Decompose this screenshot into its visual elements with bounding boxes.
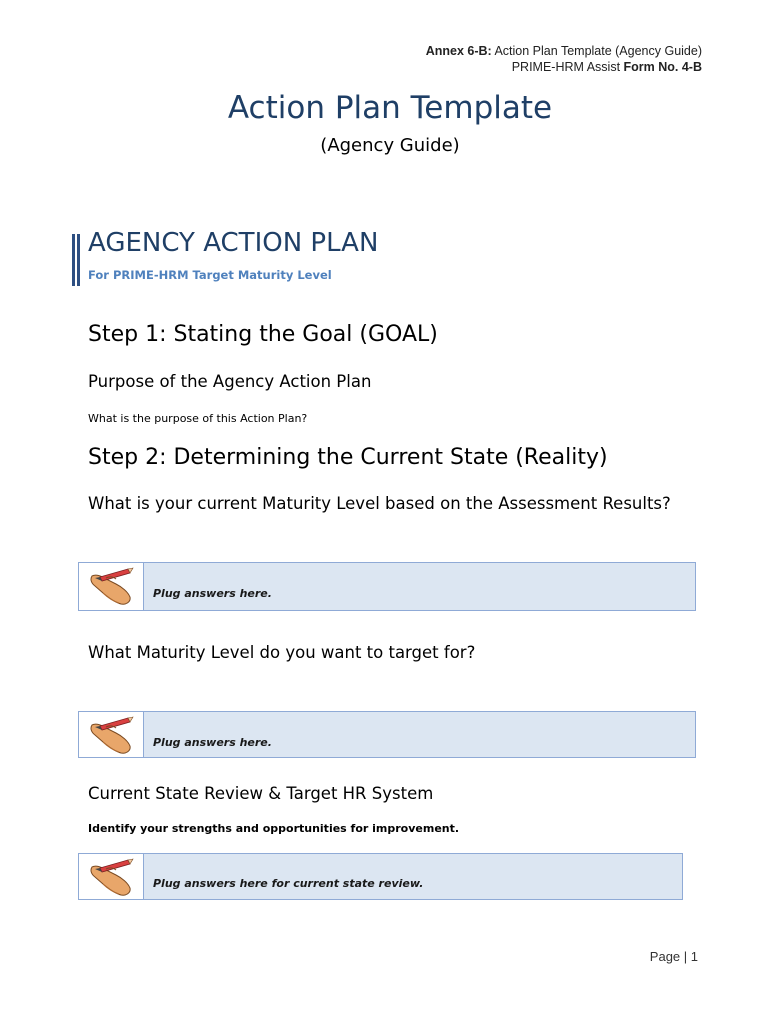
section-subheading: For PRIME-HRM Target Maturity Level (88, 268, 332, 282)
annex-header-line (426, 44, 702, 58)
hand-writing-pencil-icon (86, 713, 136, 757)
page-number: Page | 1 (649, 949, 698, 964)
section-heading: AGENCY ACTION PLAN (88, 228, 379, 258)
answer-icon-cell (79, 563, 144, 610)
step1-heading: Step 1: Stating the Goal (GOAL) (88, 322, 438, 347)
review-heading: Current State Review & Target HR System (88, 784, 434, 803)
answer-placeholder: Plug answers here. (153, 587, 272, 600)
answer-box-current-level[interactable] (78, 562, 696, 611)
form-program: PRIME-HRM Assist (511, 60, 624, 74)
step1-subheading: Purpose of the Agency Action Plan (88, 372, 372, 391)
form-header-line (512, 60, 702, 74)
annex-title: Action Plan Template (Agency Guide) (491, 44, 702, 58)
step2-question2: What Maturity Level do you want to target for? (88, 643, 476, 662)
section-accent-bar (72, 234, 75, 286)
review-question: Identify your strengths and opportunities for improvement. (88, 822, 460, 835)
answer-placeholder: Plug answers here. (153, 736, 272, 749)
hand-writing-pencil-icon (86, 564, 136, 608)
annex-label: Annex 6-B: (425, 44, 492, 58)
step2-heading: Step 2: Determining the Current State (Reality) (88, 445, 608, 470)
document-subtitle: (Agency Guide) (320, 135, 460, 156)
hand-writing-pencil-icon (86, 855, 136, 899)
answer-icon-cell (79, 712, 144, 757)
document-title: Action Plan Template (227, 90, 553, 126)
answer-box-current-state-review[interactable] (78, 853, 683, 900)
section-accent-bar (77, 234, 80, 286)
form-number: Form No. 4-B (623, 60, 702, 74)
step1-question: What is the purpose of this Action Plan? (88, 412, 308, 425)
step2-question1: What is your current Maturity Level based on the Assessment Results? (88, 494, 671, 513)
answer-icon-cell (79, 854, 144, 899)
answer-box-target-level[interactable] (78, 711, 696, 758)
answer-placeholder: Plug answers here for current state review. (153, 877, 424, 890)
